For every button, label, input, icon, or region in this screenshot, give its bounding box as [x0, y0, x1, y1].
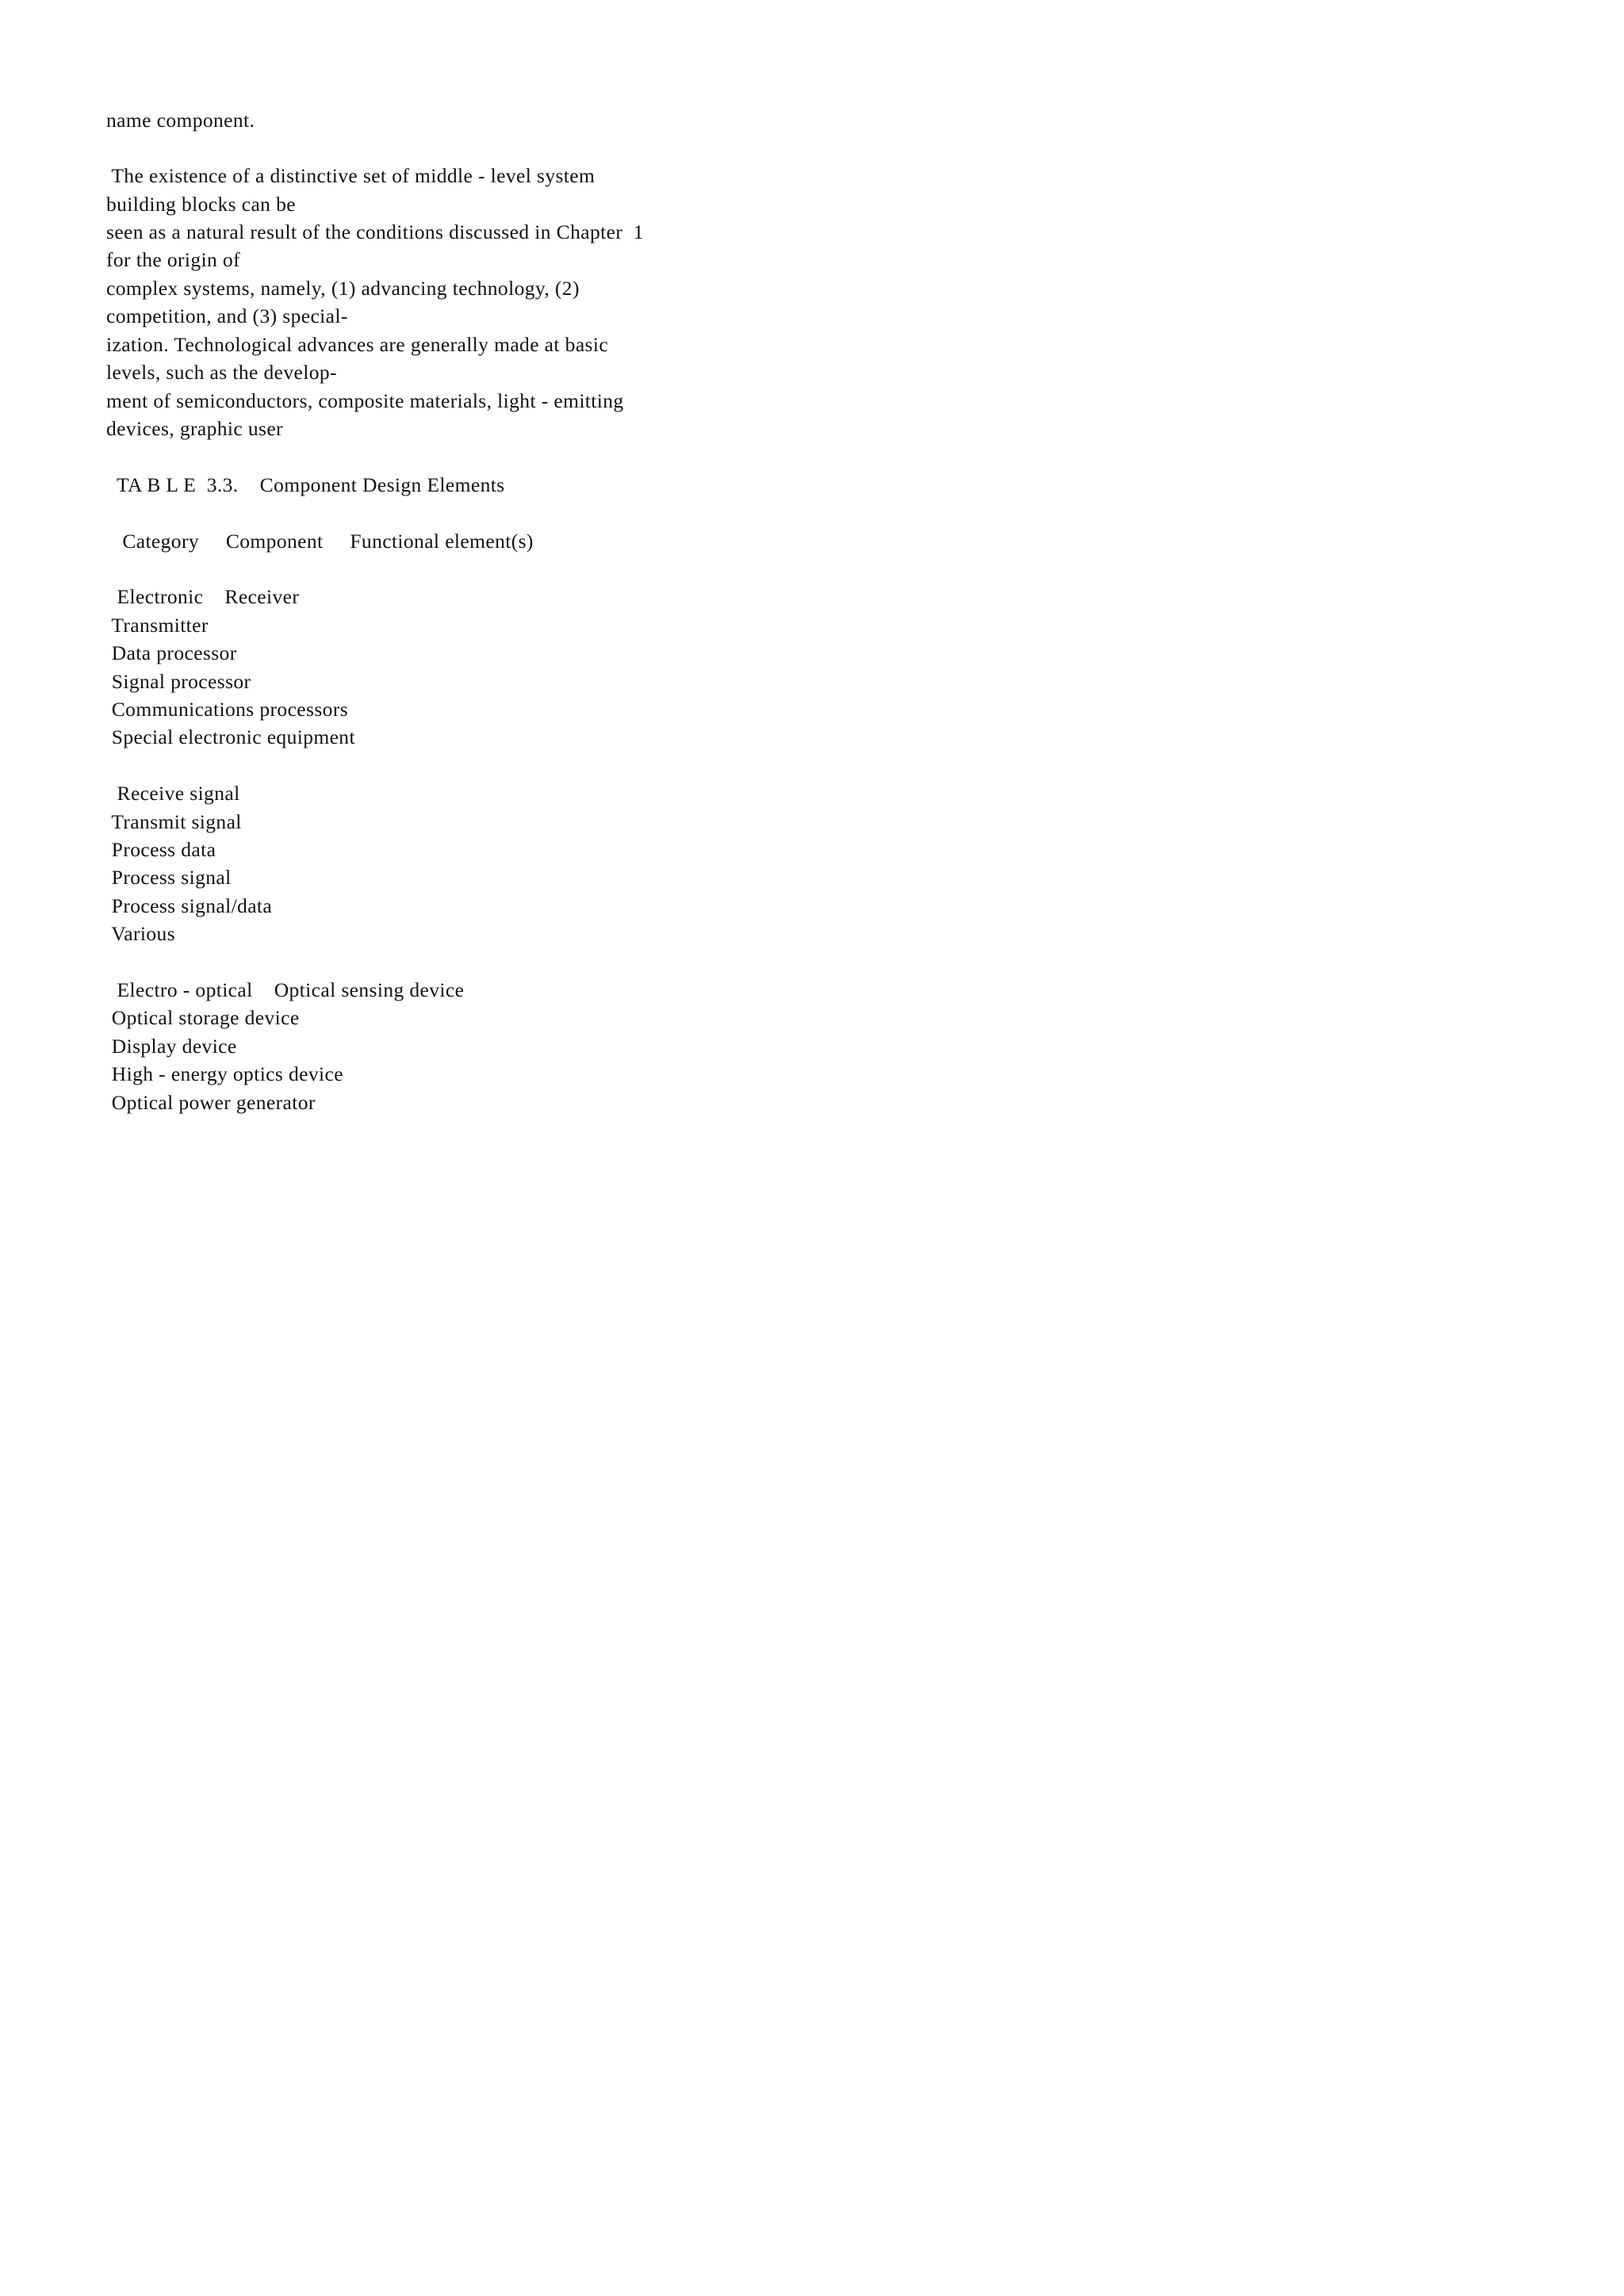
table-line-comm-processors: Communications processors	[106, 698, 349, 721]
document-page	[0, 0, 872, 1234]
text-line-11: devices, graphic user	[106, 417, 283, 440]
table-line-optical-power: Optical power generator	[106, 1091, 316, 1114]
text-line-4: seen as a natural result of the conditions discussed in Chapter 1	[106, 220, 644, 243]
text-line-1: name component.	[106, 109, 255, 132]
table-line-electronic: Electronic Receiver	[106, 585, 300, 608]
table-title: TA B L E 3.3. Component Design Elements	[106, 473, 505, 496]
table-line-process-signal-data: Process signal/data	[106, 894, 273, 917]
text-line-2: The existence of a distinctive set of middle - level system	[106, 164, 596, 187]
text-line-5: for the origin of	[106, 248, 240, 271]
table-line-various: Various	[106, 922, 176, 945]
text-line-3: building blocks can be	[106, 193, 296, 216]
text-line-9: levels, such as the develop-	[106, 361, 337, 384]
table-line-process-data: Process data	[106, 838, 216, 861]
table-line-high-energy-optics: High - energy optics device	[106, 1062, 343, 1085]
table-line-process-signal: Process signal	[106, 866, 232, 889]
text-line-10: ment of semiconductors, composite materials, light - emitting	[106, 389, 624, 412]
table-line-receive-signal: Receive signal	[106, 782, 240, 805]
text-line-6: complex systems, namely, (1) advancing technology, (2)	[106, 277, 580, 300]
table-line-special-electronic: Special electronic equipment	[106, 725, 355, 748]
table-header: Category Component Functional element(s)	[106, 530, 534, 553]
table-line-transmit-signal: Transmit signal	[106, 810, 242, 833]
text-line-7: competition, and (3) special-	[106, 304, 348, 327]
table-line-data-processor: Data processor	[106, 641, 237, 664]
table-line-electro-optical: Electro - optical Optical sensing device	[106, 978, 465, 1001]
table-line-transmitter: Transmitter	[106, 614, 209, 637]
table-line-optical-storage: Optical storage device	[106, 1006, 300, 1029]
table-line-signal-processor: Signal processor	[106, 670, 251, 693]
table-line-display-device: Display device	[106, 1035, 237, 1058]
text-line-8: ization. Technological advances are generally made at basic	[106, 333, 609, 356]
